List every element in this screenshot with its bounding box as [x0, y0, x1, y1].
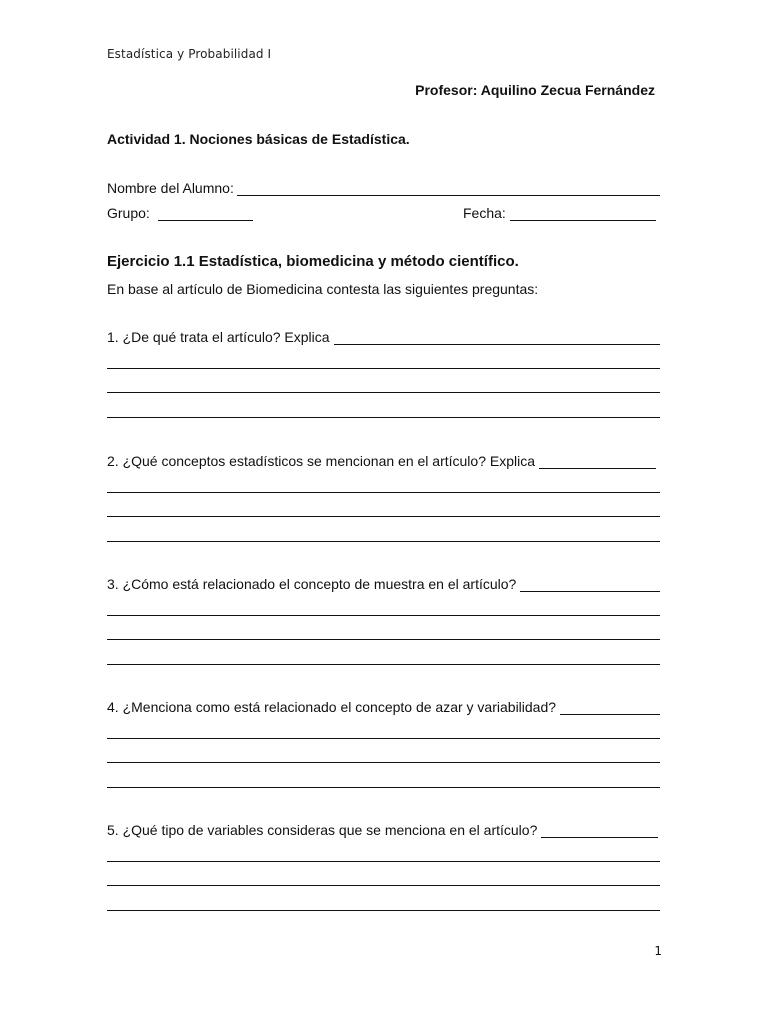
student-name-label: Nombre del Alumno: [107, 180, 234, 196]
answer-line[interactable] [107, 738, 660, 739]
date-line[interactable] [510, 220, 656, 221]
answer-line[interactable] [107, 615, 660, 616]
answer-line[interactable] [552, 714, 660, 715]
answer-line[interactable] [107, 639, 660, 640]
answer-line[interactable] [515, 591, 660, 592]
question-text: 3. ¿Cómo está relacionado el concepto de muestra en el artículo? [107, 576, 520, 592]
answer-line[interactable] [107, 664, 660, 665]
question-1 [107, 329, 660, 429]
answer-line[interactable] [107, 516, 660, 517]
answer-line[interactable] [107, 368, 660, 369]
question-text: 2. ¿Qué conceptos estadísticos se mencionan en el artículo? Explica [107, 453, 539, 469]
student-name-row [107, 180, 234, 196]
question-5 [107, 822, 660, 922]
question-4 [107, 699, 660, 799]
group-row [107, 205, 150, 221]
answer-line[interactable] [534, 837, 658, 838]
question-2 [107, 453, 660, 553]
date-label: Fecha: [463, 205, 506, 221]
answer-line[interactable] [532, 468, 656, 469]
page-number: 1 [654, 944, 662, 958]
answer-line[interactable] [107, 762, 660, 763]
exercise-title: Ejercicio 1.1 Estadística, biomedicina y método científico. [107, 253, 519, 270]
group-line[interactable] [158, 220, 253, 221]
question-text: 5. ¿Qué tipo de variables consideras que se menciona en el artículo? [107, 822, 541, 838]
group-label: Grupo: [107, 205, 150, 221]
course-header: Estadística y Probabilidad I [107, 47, 272, 61]
answer-line[interactable] [327, 344, 660, 345]
question-3 [107, 576, 660, 676]
answer-line[interactable] [107, 417, 660, 418]
answer-line[interactable] [107, 910, 660, 911]
exercise-intro: En base al artículo de Biomedicina contesta las siguientes preguntas: [107, 281, 539, 297]
answer-line[interactable] [107, 541, 660, 542]
answer-line[interactable] [107, 885, 660, 886]
answer-line[interactable] [107, 492, 660, 493]
answer-line[interactable] [107, 392, 660, 393]
professor-name: Profesor: Aquilino Zecua Fernández [415, 82, 655, 98]
student-name-line[interactable] [237, 195, 660, 196]
answer-line[interactable] [107, 787, 660, 788]
activity-title: Actividad 1. Nociones básicas de Estadística. [107, 131, 410, 147]
question-text: 4. ¿Menciona como está relacionado el concepto de azar y variabilidad? [107, 699, 560, 715]
answer-line[interactable] [107, 861, 660, 862]
question-text: 1. ¿De qué trata el artículo? Explica [107, 329, 334, 345]
date-row [463, 205, 506, 221]
